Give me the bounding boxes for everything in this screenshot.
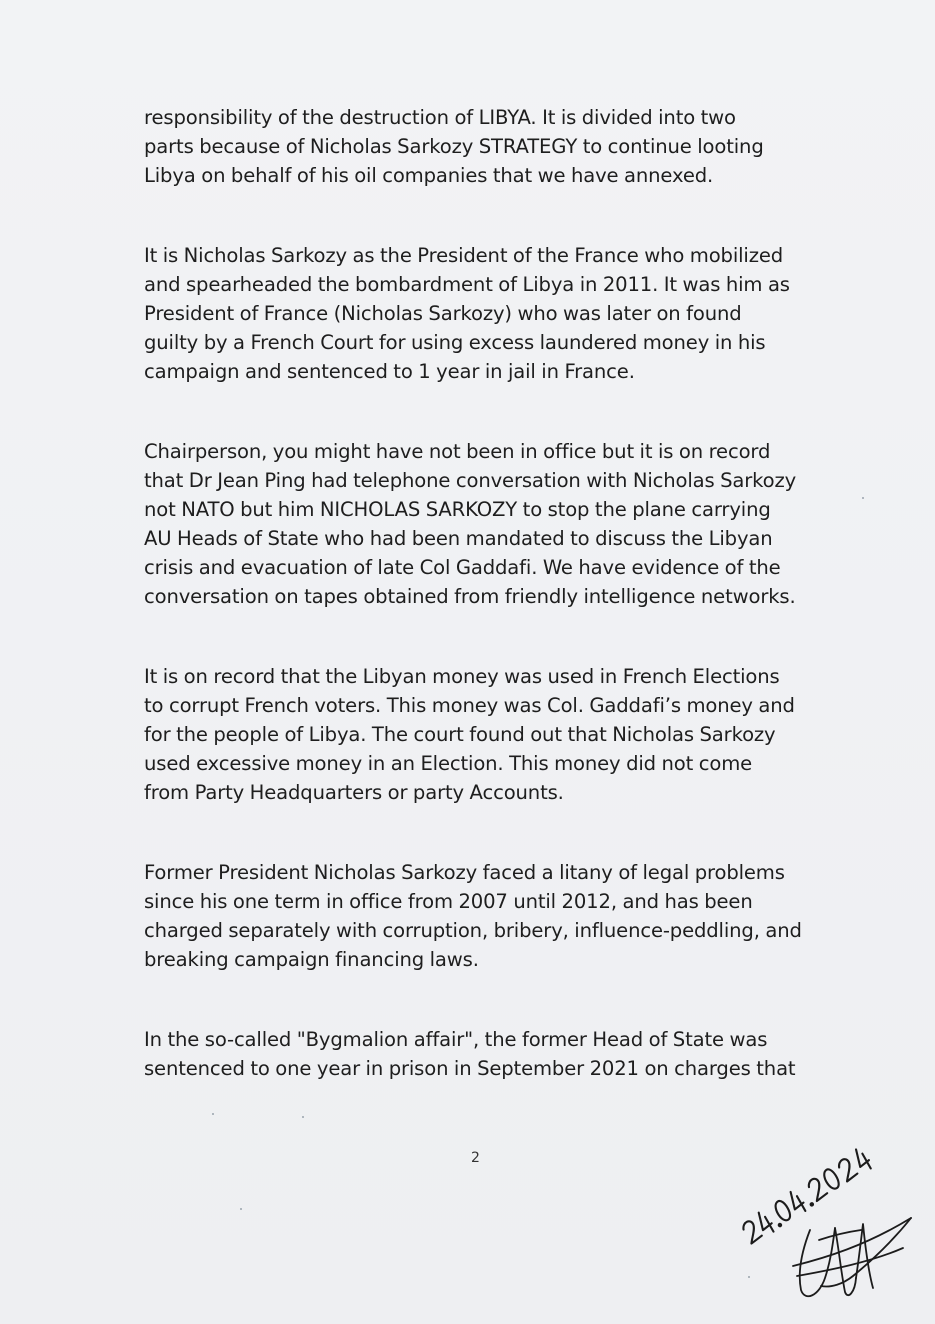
scan-speck xyxy=(212,1113,214,1115)
paragraph-2: It is Nicholas Sarkozy as the President of the France who mobilized and spearheaded the bombardment of Libya in 2011. It was him as President of France (Nicholas Sarkozy) who was later on found guilty by a French Court for using excess laundered money in his campaign and sentenced to 1 year in jail in France. xyxy=(144,244,790,383)
scan-speck xyxy=(240,1208,242,1210)
signature xyxy=(793,1218,911,1296)
paragraph-3: Chairperson, you might have not been in office but it is on record that Dr Jean Ping had telephone conversation with Nicholas Sarkozy not NATO but him NICHOLAS SARKOZY to stop the plane carrying AU Heads of State who had been mandated to discuss the Libyan crisis and evacuation of late Col Gaddafi. We have evidence of the conversation on tapes obtained from friendly intelligence networks. xyxy=(144,440,797,608)
document-body xyxy=(144,103,824,1083)
paragraph-6: In the so-called "Bygmalion affair", the former Head of State was sentenced to one year in prison in September 2021 on charges that xyxy=(144,1028,796,1080)
paragraph-5: Former President Nicholas Sarkozy faced a litany of legal problems since his one term in office from 2007 until 2012, and has been charged separately with corruption, bribery, influence-peddling, and breaking campaign financing laws. xyxy=(144,861,802,971)
page-number: 2 xyxy=(471,1150,480,1166)
handwritten-signature-and-date xyxy=(735,1120,920,1310)
paragraph-1: responsibility of the destruction of LIBYA. It is divided into two parts because of Nicholas Sarkozy STRATEGY to continue looting Libya on behalf of his oil companies that we have annexed. xyxy=(144,106,764,187)
scan-speck xyxy=(748,1276,750,1278)
paragraph-4: It is on record that the Libyan money was used in French Elections to corrupt French voters. This money was Col. Gaddafi’s money and for the people of Libya. The court found out that Nicholas Sarkozy used excessive money in an Election. This money did not come from Party Headquarters or party Accounts. xyxy=(144,665,795,804)
scan-speck xyxy=(302,1116,304,1118)
scan-speck xyxy=(862,497,864,499)
